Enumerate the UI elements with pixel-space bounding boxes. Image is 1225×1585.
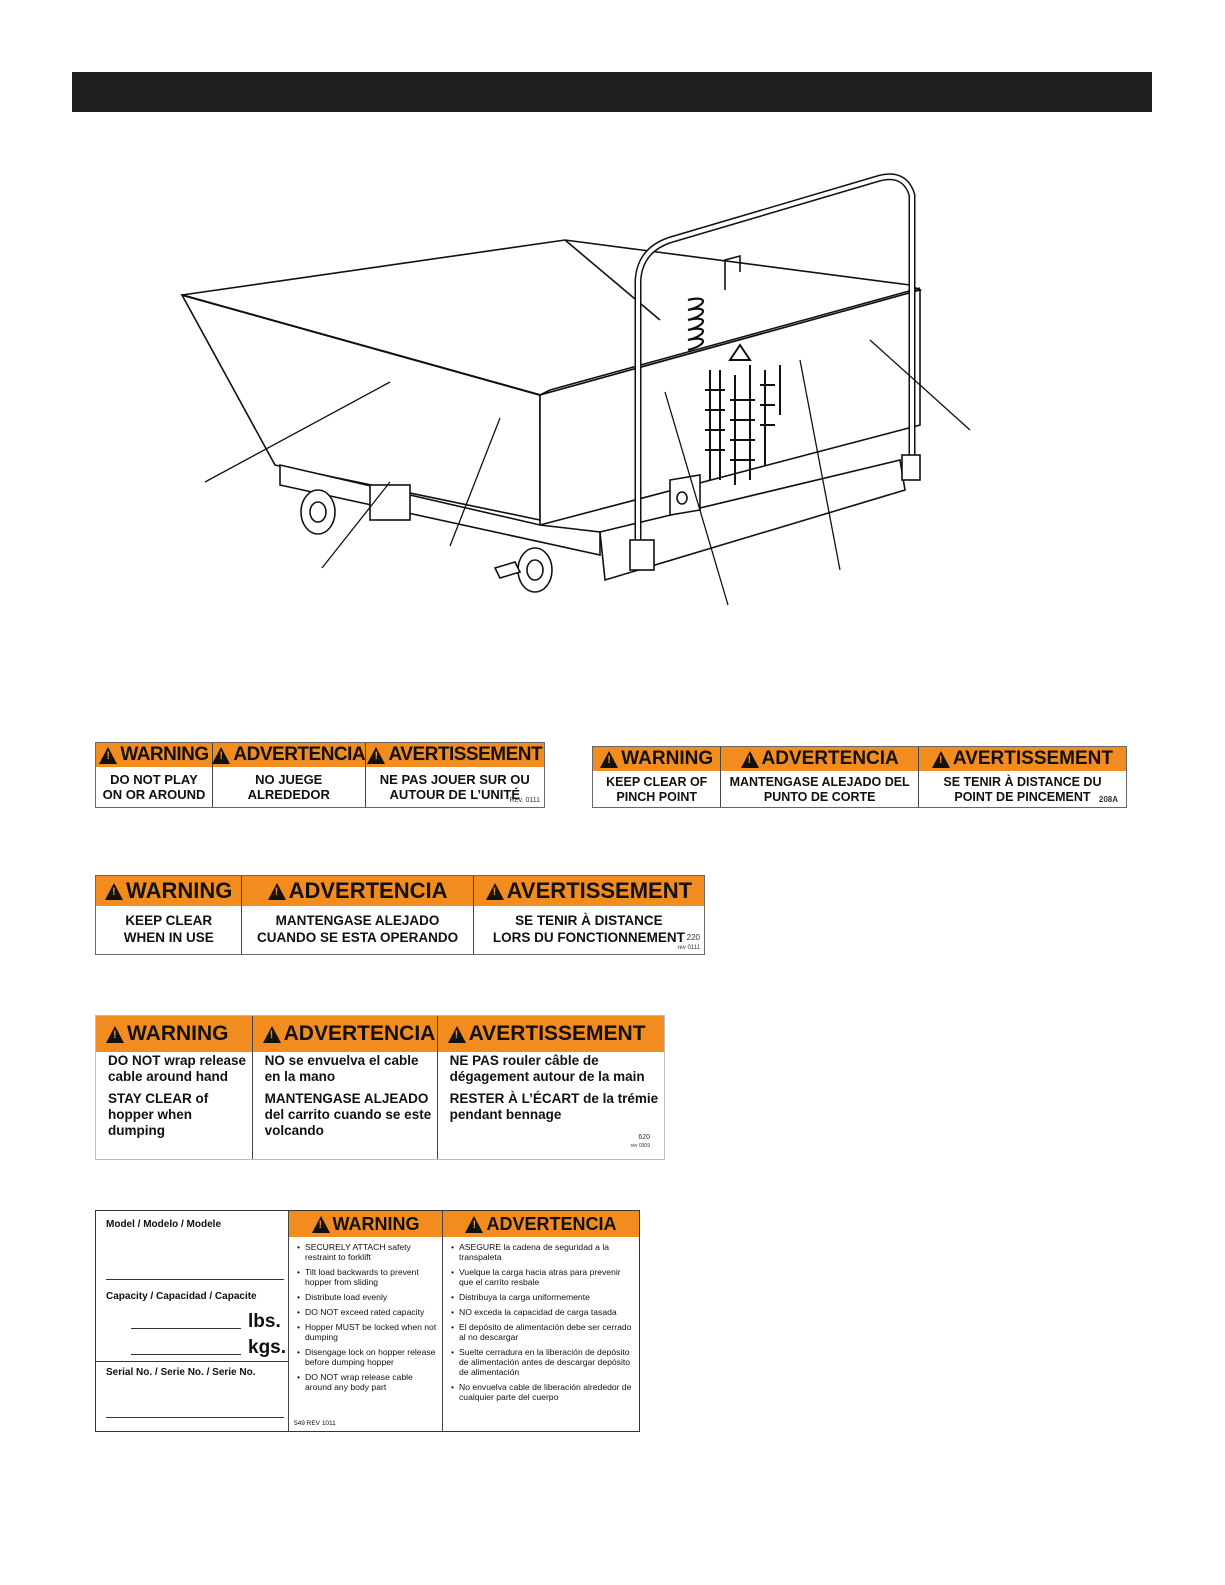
label-text: LORS DU FONCTIONNEMENT bbox=[492, 930, 685, 945]
warning-label-keep-clear bbox=[95, 875, 705, 955]
warning-column bbox=[289, 1211, 443, 1431]
warning-triangle-icon bbox=[212, 747, 230, 764]
list-item: • ASEGURE la cadena de seguridad a la transpaleta bbox=[451, 1242, 635, 1262]
capacity-fields bbox=[96, 1211, 289, 1431]
label-code: Rev. 0111 bbox=[509, 797, 540, 804]
capacity-warning-label bbox=[95, 1210, 640, 1432]
label-text: AUTOUR DE L’UNITÉ bbox=[389, 787, 521, 802]
lbs-line bbox=[131, 1328, 241, 1329]
label-text: CUANDO SE ESTA OPERANDO bbox=[257, 930, 459, 945]
label-text: KEEP CLEAR bbox=[125, 913, 213, 928]
label-header-avertissement: ! AVERTISSEMENT bbox=[366, 743, 544, 767]
label-text: DO NOT PLAY bbox=[110, 772, 198, 787]
label-text: RESTER À L’ÉCART de la trémie pendant bennage bbox=[449, 1091, 659, 1122]
warning-triangle-icon bbox=[99, 747, 117, 764]
kgs-line bbox=[131, 1354, 241, 1355]
list-item: • Disengage lock on hopper release before dumping hopper bbox=[297, 1347, 438, 1367]
label-code-rev: rev 0309 bbox=[630, 1143, 650, 1149]
label-header-warning: ! WARNING bbox=[593, 747, 720, 771]
warning-list bbox=[289, 1237, 442, 1392]
label-text: NE PAS JOUER SUR OU bbox=[379, 772, 530, 787]
label-header-warning: ! WARNING bbox=[96, 743, 212, 767]
label-header-advertencia: ! ADVERTENCIA bbox=[443, 1211, 639, 1237]
label-code: 208A bbox=[1098, 795, 1118, 804]
label-text: ALREDEDOR bbox=[247, 787, 330, 802]
warning-triangle-icon bbox=[465, 1216, 483, 1233]
label-text: PUNTO DE CORTE bbox=[763, 790, 876, 804]
warning-label-pinch-point bbox=[592, 746, 1127, 808]
front-wheel bbox=[495, 548, 552, 592]
capacity-field-label: Capacity / Capacidad / Capacite bbox=[106, 1291, 257, 1302]
label-text: NO se envuelva el cable en la mano bbox=[264, 1053, 419, 1084]
label-text: DO NOT wrap release cable around hand bbox=[108, 1053, 247, 1084]
left-wheel bbox=[301, 490, 335, 534]
label-text: SE TENIR À DISTANCE bbox=[515, 913, 663, 928]
warning-label-release-cable bbox=[95, 1015, 665, 1160]
section-header-bar bbox=[72, 72, 1152, 112]
label-text: NO JUEGE bbox=[255, 772, 323, 787]
list-item: • Distribute load evenly bbox=[297, 1292, 438, 1302]
label-text: STAY CLEAR of hopper when dumping bbox=[108, 1091, 209, 1138]
label-header-avertissement: ! AVERTISSEMENT bbox=[438, 1016, 664, 1052]
warning-triangle-icon bbox=[932, 751, 950, 768]
serial-field-label: Serial No. / Serie No. / Serie No. bbox=[106, 1367, 256, 1378]
label-header-avertissement: ! AVERTISSEMENT bbox=[919, 747, 1126, 771]
warning-triangle-icon bbox=[105, 883, 123, 900]
label-header-advertencia: ! ADVERTENCIA bbox=[213, 743, 365, 767]
label-header-warning: ! WARNING bbox=[96, 876, 241, 906]
warning-triangle-icon bbox=[268, 883, 286, 900]
serial-line bbox=[106, 1417, 284, 1418]
list-item: • Suelte cerradura en la liberación de depósito de alimentación antes de descargar depósito de alimentación bbox=[451, 1347, 635, 1377]
list-item: • DO NOT wrap release cable around any body part bbox=[297, 1372, 438, 1392]
kgs-unit: kgs. bbox=[248, 1337, 287, 1358]
warning-triangle-icon bbox=[486, 883, 504, 900]
label-code: 220 bbox=[686, 933, 700, 942]
label-header-avertissement: ! AVERTISSEMENT bbox=[474, 876, 704, 906]
warning-triangle-icon bbox=[741, 751, 759, 768]
advertencia-column bbox=[443, 1211, 639, 1431]
warning-triangle-icon bbox=[263, 1026, 281, 1043]
warning-triangle-icon bbox=[367, 747, 385, 764]
label-code: 620 bbox=[638, 1134, 650, 1141]
warning-label-do-not-play bbox=[95, 742, 545, 808]
list-item: • Hopper MUST be locked when not dumping bbox=[297, 1322, 438, 1342]
list-item: • Tilt load backwards to prevent hopper from sliding bbox=[297, 1267, 438, 1287]
label-rev: 549 REV 1011 bbox=[294, 1420, 336, 1427]
label-header-advertencia: ! ADVERTENCIA bbox=[253, 1016, 437, 1052]
list-item: • SECURELY ATTACH safety restraint to forklift bbox=[297, 1242, 438, 1262]
label-header-warning: ! WARNING bbox=[289, 1211, 442, 1237]
label-text: WHEN IN USE bbox=[123, 930, 214, 945]
label-header-advertencia: ! ADVERTENCIA bbox=[242, 876, 472, 906]
label-text: NE PAS rouler câble de dégagement autour de la main bbox=[449, 1053, 645, 1084]
model-line bbox=[106, 1279, 284, 1280]
label-text: POINT DE PINCEMENT bbox=[954, 790, 1091, 804]
warning-triangle-icon bbox=[106, 1026, 124, 1043]
warning-triangle-icon bbox=[312, 1216, 330, 1233]
label-header-advertencia: ! ADVERTENCIA bbox=[721, 747, 917, 771]
list-item: • DO NOT exceed rated capacity bbox=[297, 1307, 438, 1317]
warning-triangle-icon bbox=[448, 1026, 466, 1043]
label-text: MANTENGASE ALJEADO del carrito cuando se este volcando bbox=[264, 1091, 432, 1138]
list-item: • No envuelva cable de liberación alrededor de cualquier parte del cuerpo bbox=[451, 1382, 635, 1402]
list-item: • El depósito de alimentación debe ser cerrado al no descargar bbox=[451, 1322, 635, 1342]
advertencia-list bbox=[443, 1237, 639, 1402]
lbs-unit: lbs. bbox=[248, 1311, 281, 1332]
warning-triangle-icon bbox=[600, 751, 618, 768]
label-text: SE TENIR À DISTANCE DU bbox=[943, 775, 1102, 789]
label-text: MANTENGASE ALEJADO DEL bbox=[729, 775, 910, 789]
label-text: MANTENGASE ALEJADO bbox=[275, 913, 440, 928]
label-header-warning: ! WARNING bbox=[96, 1016, 252, 1052]
label-text: PINCH POINT bbox=[616, 790, 697, 804]
label-code-rev: rev 0111 bbox=[677, 945, 700, 951]
hopper-illustration bbox=[160, 160, 1020, 620]
list-item: • Vuelque la carga hacia atras para prevenir que el carrito resbale bbox=[451, 1267, 635, 1287]
label-text: ON OR AROUND bbox=[102, 787, 206, 802]
model-field-label: Model / Modelo / Modele bbox=[106, 1219, 221, 1230]
divider bbox=[96, 1361, 288, 1362]
list-item: • NO exceda la capacidad de carga tasada bbox=[451, 1307, 635, 1317]
label-text: KEEP CLEAR OF bbox=[606, 775, 708, 789]
list-item: • Distribuya la carga uniformemente bbox=[451, 1292, 635, 1302]
